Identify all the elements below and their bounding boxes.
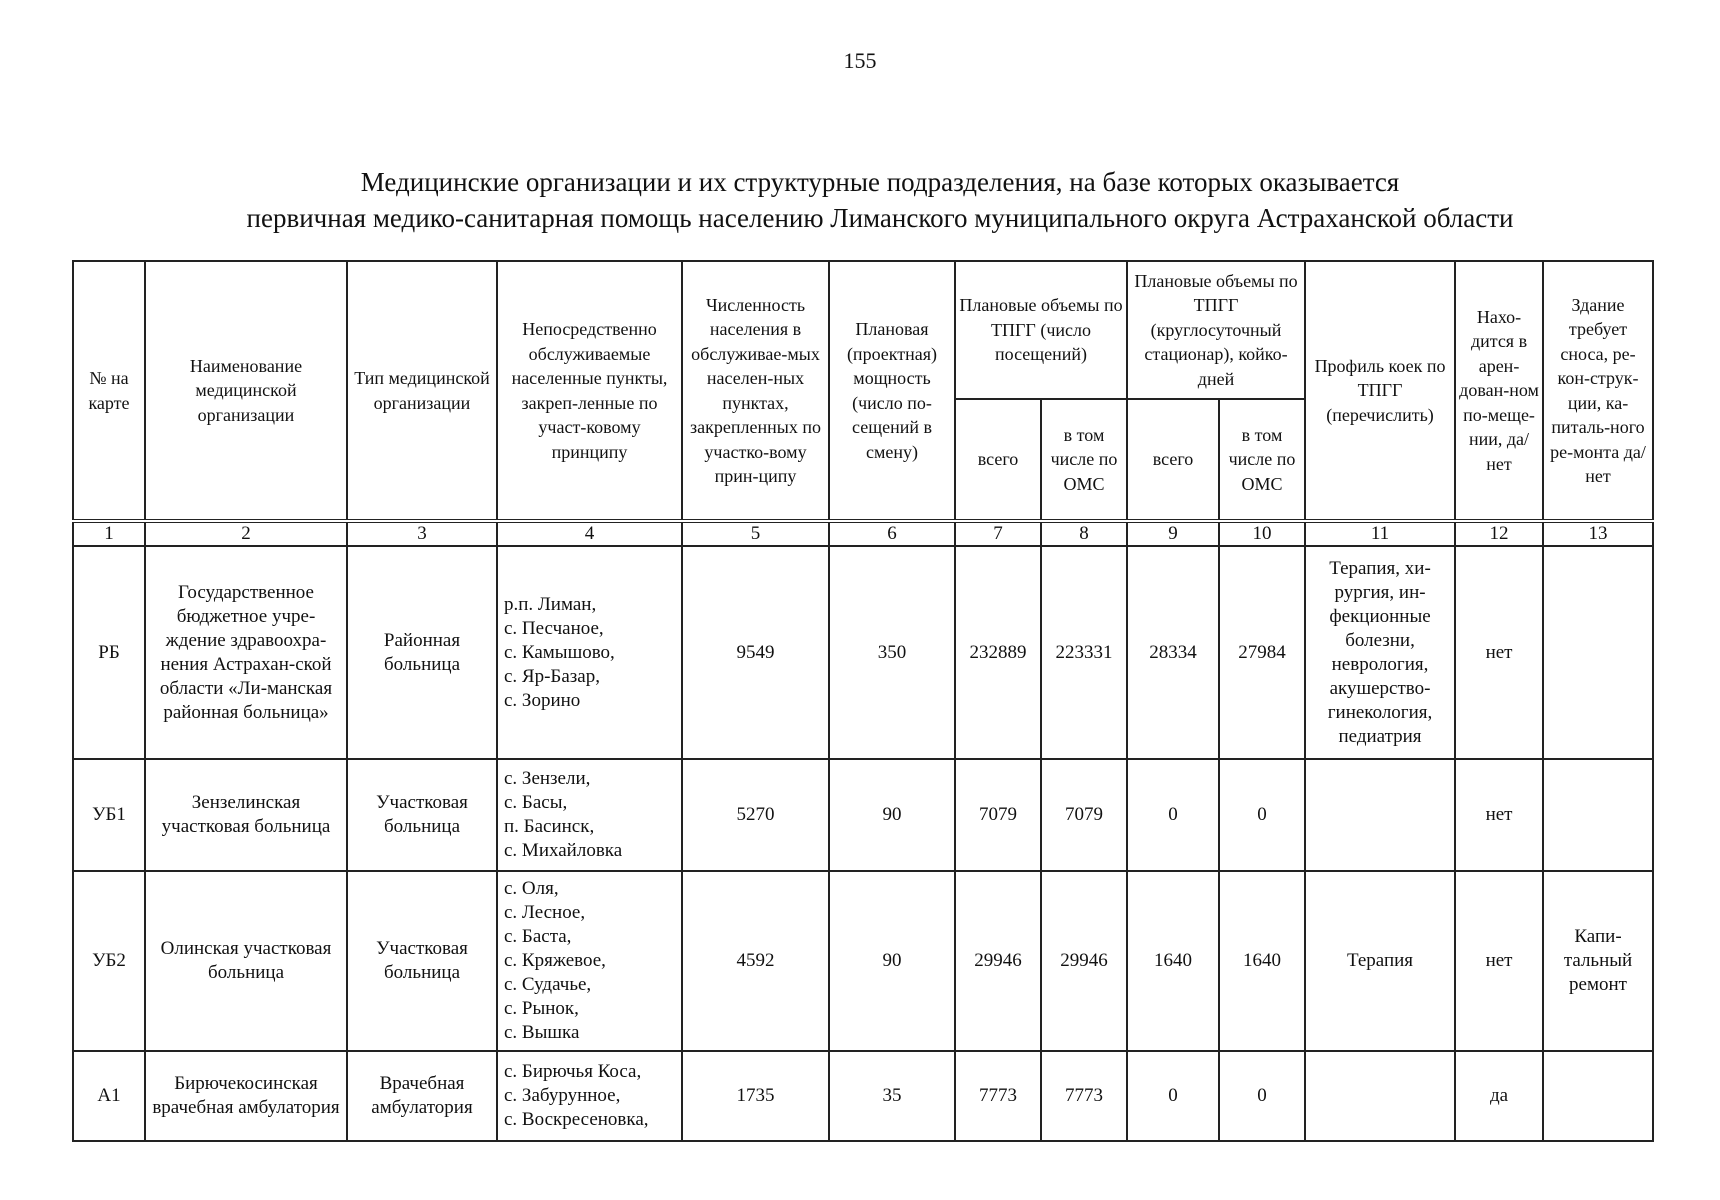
table-row: [73, 1051, 1653, 1141]
org-name-cell: Олинская участковая больница: [145, 871, 347, 1051]
visits-total-cell: 7079: [955, 759, 1041, 871]
settlement-item: с. Зорино: [504, 689, 581, 711]
header-org-type: Тип медицинской организации: [347, 261, 497, 521]
profile-cell: [1305, 1051, 1455, 1141]
page-number: 155: [843, 48, 877, 73]
column-number: 3: [347, 521, 497, 546]
settlement-item: с. Оля,: [504, 878, 559, 899]
beds-total-cell: 28334: [1127, 546, 1219, 759]
visits-oms-cell: 223331: [1041, 546, 1127, 759]
settlement-item: с. Яр-Базар,: [504, 665, 600, 687]
settlement-item: п. Басинск,: [504, 816, 595, 837]
table-row: [73, 546, 1653, 759]
org-type-cell: Врачебная амбулатория: [347, 1051, 497, 1141]
beds-oms-cell: 27984: [1219, 546, 1305, 759]
organizations-table: [72, 260, 1654, 1142]
header-rented: Нахо-дится в арен-дован-ном по-меще-нии, да/нет: [1455, 261, 1543, 521]
settlement-item: с. Рынок,: [504, 998, 579, 1019]
title-line-1: Медицинские организации и их структурные подразделения, на базе которых оказывается: [360, 167, 1400, 197]
column-number: 5: [682, 521, 829, 546]
rented-cell: нет: [1455, 759, 1543, 871]
visits-total-cell: 232889: [955, 546, 1041, 759]
settlement-item: с. Камышово,: [504, 641, 615, 663]
settlement-item: с. Судачье,: [504, 974, 592, 995]
visits-total-cell: 29946: [955, 871, 1041, 1051]
org-type-cell: Районная больница: [347, 546, 497, 759]
rented-cell: да: [1455, 1051, 1543, 1141]
table-row: [73, 759, 1653, 871]
map-no-cell: УБ1: [73, 759, 145, 871]
column-numbers-row: [73, 521, 1653, 546]
column-number: 10: [1219, 521, 1305, 546]
header-visits-total: всего: [955, 399, 1041, 521]
header-stationary-group: Плановые объемы по ТПГГ (круглосуточный стационар), койко-дней: [1127, 261, 1305, 399]
org-name-cell: Государственное бюджетное учре-ждение здравоохра-нения Астрахан-ской области «Ли-манская районная больница»: [145, 546, 347, 759]
demolition-cell: Капи-тальный ремонт: [1543, 871, 1653, 1051]
profile-cell: Терапия, хи-рургия, ин-фекционные болезни, неврология, акушерство-гинекология, педиатрия: [1305, 546, 1455, 759]
column-number: 1: [73, 521, 145, 546]
beds-total-cell: 0: [1127, 1051, 1219, 1141]
column-number: 6: [829, 521, 955, 546]
column-number: 2: [145, 521, 347, 546]
org-type-cell: Участковая больница: [347, 871, 497, 1051]
capacity-cell: 350: [829, 546, 955, 759]
header-bed-profile: Профиль коек по ТПГГ (перечислить): [1305, 261, 1455, 521]
beds-oms-cell: 1640: [1219, 871, 1305, 1051]
column-number: 4: [497, 521, 682, 546]
settlements-cell: [497, 546, 682, 759]
header-demolition: Здание требует сноса, ре-кон-струк-ции, ка-питаль-ного ре-монта да/нет: [1543, 261, 1653, 521]
population-cell: 4592: [682, 871, 829, 1051]
column-number: 8: [1041, 521, 1127, 546]
column-number: 9: [1127, 521, 1219, 546]
beds-oms-cell: 0: [1219, 759, 1305, 871]
map-no-cell: РБ: [73, 546, 145, 759]
beds-oms-cell: 0: [1219, 1051, 1305, 1141]
settlements-cell: [497, 759, 682, 871]
settlement-item: с. Лесное,: [504, 902, 586, 923]
header-map-no: № на карте: [73, 261, 145, 521]
settlement-item: с. Басы,: [504, 792, 568, 813]
org-name-cell: Зензелинская участковая больница: [145, 759, 347, 871]
settlement-item: с. Бирючья Коса,: [504, 1061, 642, 1082]
settlement-item: с. Забурунное,: [504, 1085, 621, 1106]
column-number: 7: [955, 521, 1041, 546]
visits-oms-cell: 7773: [1041, 1051, 1127, 1141]
header-settlements: Непосредственно обслуживаемые населенные пункты, закреп-ленные по участ-ковому принципу: [497, 261, 682, 521]
population-cell: 9549: [682, 546, 829, 759]
map-no-cell: УБ2: [73, 871, 145, 1051]
header-capacity: Плановая (проектная) мощность (число по-сещений в смену): [829, 261, 955, 521]
visits-oms-cell: 7079: [1041, 759, 1127, 871]
table-row: [73, 871, 1653, 1051]
column-number: 12: [1455, 521, 1543, 546]
header-beds-total: всего: [1127, 399, 1219, 521]
column-number: 11: [1305, 521, 1455, 546]
settlement-item: с. Баста,: [504, 926, 572, 947]
header-beds-oms: в том числе по ОМС: [1219, 399, 1305, 521]
demolition-cell: [1543, 546, 1653, 759]
org-name-cell: Бирючекосинская врачебная амбулатория: [145, 1051, 347, 1141]
beds-total-cell: 1640: [1127, 871, 1219, 1051]
demolition-cell: [1543, 759, 1653, 871]
title-line-2: первичная медико-санитарная помощь населению Лиманского муниципального округа Астраханской области: [246, 203, 1514, 233]
page-title: [60, 164, 1700, 236]
settlements-cell: [497, 1051, 682, 1141]
rented-cell: нет: [1455, 871, 1543, 1051]
beds-total-cell: 0: [1127, 759, 1219, 871]
header-visits-group: Плановые объемы по ТПГГ (число посещений): [955, 261, 1127, 399]
org-type-cell: Участковая больница: [347, 759, 497, 871]
profile-cell: [1305, 759, 1455, 871]
settlements-cell: [497, 871, 682, 1051]
column-number: 13: [1543, 521, 1653, 546]
header-row: [73, 261, 1653, 399]
profile-cell: Терапия: [1305, 871, 1455, 1051]
visits-total-cell: 7773: [955, 1051, 1041, 1141]
population-cell: 1735: [682, 1051, 829, 1141]
rented-cell: нет: [1455, 546, 1543, 759]
settlement-item: с. Вышка: [504, 1022, 580, 1043]
header-population: Численность населения в обслуживае-мых населен-ных пунктах, закрепленных по участко-вому прин-ципу: [682, 261, 829, 521]
capacity-cell: 35: [829, 1051, 955, 1141]
map-no-cell: А1: [73, 1051, 145, 1141]
header-visits-oms: в том числе по ОМС: [1041, 399, 1127, 521]
capacity-cell: 90: [829, 759, 955, 871]
settlement-item: с. Михайловка: [504, 840, 623, 861]
settlement-item: с. Кряжевое,: [504, 950, 606, 971]
demolition-cell: [1543, 1051, 1653, 1141]
settlement-item: с. Воскресеновка,: [504, 1109, 649, 1130]
visits-oms-cell: 29946: [1041, 871, 1127, 1051]
settlement-item: р.п. Лиман,: [504, 593, 597, 615]
capacity-cell: 90: [829, 871, 955, 1051]
settlement-item: с. Песчаное,: [504, 617, 604, 639]
header-org-name: Наименование медицинской организации: [145, 261, 347, 521]
settlement-item: с. Зензели,: [504, 768, 591, 789]
population-cell: 5270: [682, 759, 829, 871]
